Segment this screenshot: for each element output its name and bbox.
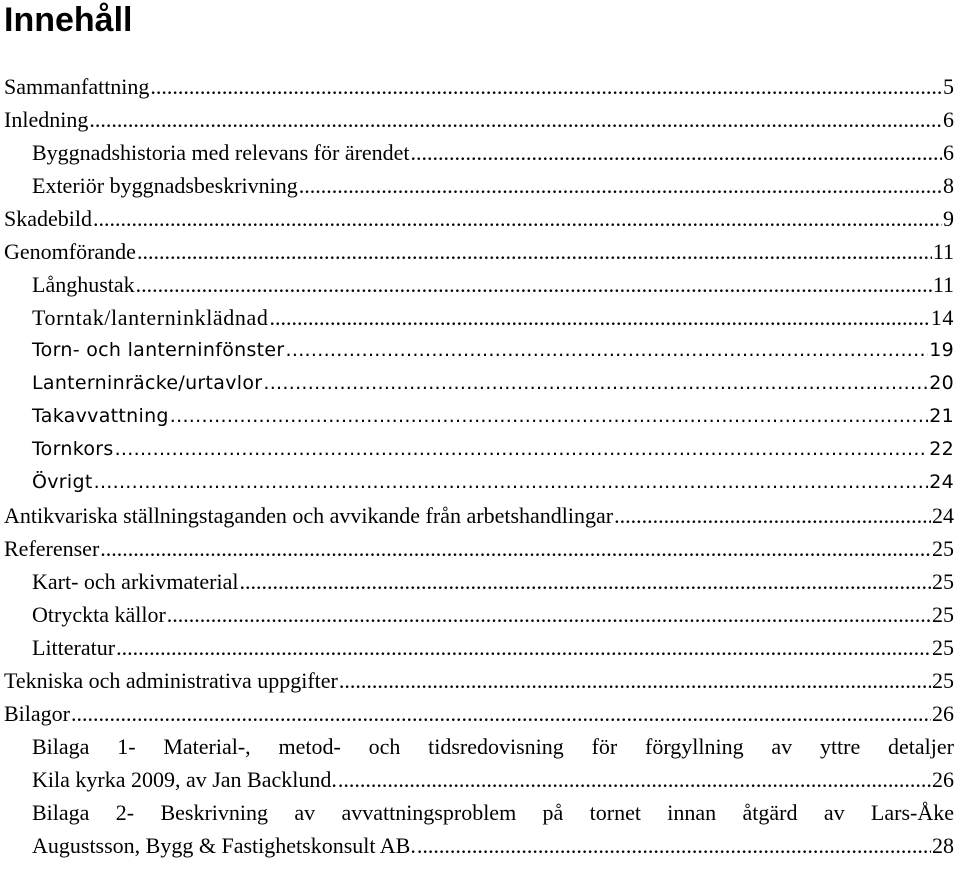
toc-entry-page: 25 [932,635,954,660]
toc-entry-continuation[interactable] [0,829,960,862]
toc-entry-page: 26 [932,767,954,792]
toc-entry-title-line2: Augustsson, Bygg & Fastighetskonsult AB. [32,833,416,858]
dot-leader [339,664,931,697]
toc-entry-page: 11 [932,239,954,264]
toc-entry[interactable] [0,103,960,136]
toc-entry-title-line1: Bilaga 2- Beskrivning av avvattningsproblem på tornet innan åtgärd av Lars-Åke [32,800,954,825]
dot-leader [71,697,931,730]
toc-entry[interactable] [0,697,960,730]
toc-entry-page: 22 [929,438,954,460]
dot-leader [170,400,928,433]
toc-entry-continuation[interactable] [0,763,960,796]
dot-leader [167,598,931,631]
toc-entry-page: 5 [943,74,954,99]
toc-entry-title: Exteriör byggnadsbeskrivning [32,173,298,198]
toc-entry-title: Tekniska och administrativa uppgifter [4,668,338,693]
dot-leader [239,565,931,598]
toc-entry-title: Tornkors [32,438,114,460]
toc-entry-page: 21 [929,405,954,427]
toc-entry[interactable] [0,70,960,103]
toc-entry-page: 26 [932,701,954,726]
toc-entry[interactable] [0,334,960,367]
table-of-contents [0,70,960,862]
dot-leader [100,532,931,565]
dot-leader [115,433,929,466]
toc-entry-title-line2: Kila kyrka 2009, av Jan Backlund. [32,767,337,792]
dot-leader [136,268,932,301]
toc-entry-page: 11 [932,272,954,297]
toc-entry[interactable] [0,169,960,202]
dot-leader [614,499,931,532]
toc-entry-title: Torntak/lanterninklädnad [32,305,269,330]
toc-entry-page: 24 [929,471,954,493]
toc-entry-page: 24 [932,503,954,528]
toc-entry-title: Litteratur [32,635,116,660]
dot-leader [338,763,931,796]
dot-leader [417,829,931,862]
toc-entry[interactable] [0,136,960,169]
toc-entry[interactable] [0,433,960,466]
dot-leader [263,367,928,400]
toc-entry-page: 6 [943,107,954,132]
toc-entry[interactable] [0,796,960,829]
toc-entry[interactable] [0,499,960,532]
dot-leader [137,235,932,268]
toc-entry-title: Takavvattning [32,405,169,427]
toc-entry-page: 20 [929,372,954,394]
toc-entry[interactable] [0,367,960,400]
toc-entry-page: 14 [930,305,954,330]
toc-entry-page: 8 [943,173,954,198]
toc-entry-title: Långhustak [32,272,135,297]
toc-entry-page: 28 [932,833,954,858]
toc-entry-page: 6 [943,140,954,165]
toc-entry-page: 9 [943,206,954,231]
dot-leader [269,301,929,334]
toc-entry-title: Antikvariska ställningstaganden och avvikande från arbetshandlingar [4,503,614,528]
toc-entry-title-line1: Bilaga 1- Material-, metod- och tidsredovisning för förgyllning av yttre detaljer [32,734,954,759]
dot-leader [116,631,931,664]
toc-entry[interactable] [0,565,960,598]
page-title: Innehåll [4,1,133,39]
toc-entry-title: Inledning [4,107,89,132]
toc-entry[interactable] [0,598,960,631]
toc-entry-title: Skadebild [4,206,92,231]
toc-entry[interactable] [0,202,960,235]
dot-leader [150,70,942,103]
toc-entry-page: 25 [932,569,954,594]
toc-entry-title: Lanterninräcke/urtavlor [32,372,263,394]
toc-entry[interactable] [0,301,960,334]
toc-entry-title: Genomförande [4,239,136,264]
dot-leader [299,169,942,202]
toc-entry-title: Bilagor [4,701,70,726]
toc-entry-title: Övrigt [32,471,93,493]
toc-entry[interactable] [0,400,960,433]
toc-entry-page: 25 [932,536,954,561]
toc-entry-title: Otryckta källor [32,602,166,627]
toc-entry-page: 19 [929,339,954,361]
toc-entry[interactable] [0,631,960,664]
dot-leader [93,202,942,235]
toc-entry[interactable] [0,664,960,697]
toc-entry[interactable] [0,466,960,499]
dot-leader [89,103,942,136]
toc-entry-title: Kart- och arkivmaterial [32,569,239,594]
toc-entry[interactable] [0,235,960,268]
toc-entry[interactable] [0,268,960,301]
dot-leader [411,136,942,169]
toc-entry-title: Referenser [4,536,100,561]
toc-entry-page: 25 [932,602,954,627]
toc-entry-title: Sammanfattning [4,74,150,99]
toc-entry-page: 25 [932,668,954,693]
toc-entry[interactable] [0,532,960,565]
toc-entry-title: Byggnadshistoria med relevans för ärendet [32,140,410,165]
toc-entry-title: Torn- och lanterninfönster [32,339,285,361]
toc-entry[interactable] [0,730,960,763]
dot-leader [286,334,929,367]
dot-leader [94,466,929,499]
